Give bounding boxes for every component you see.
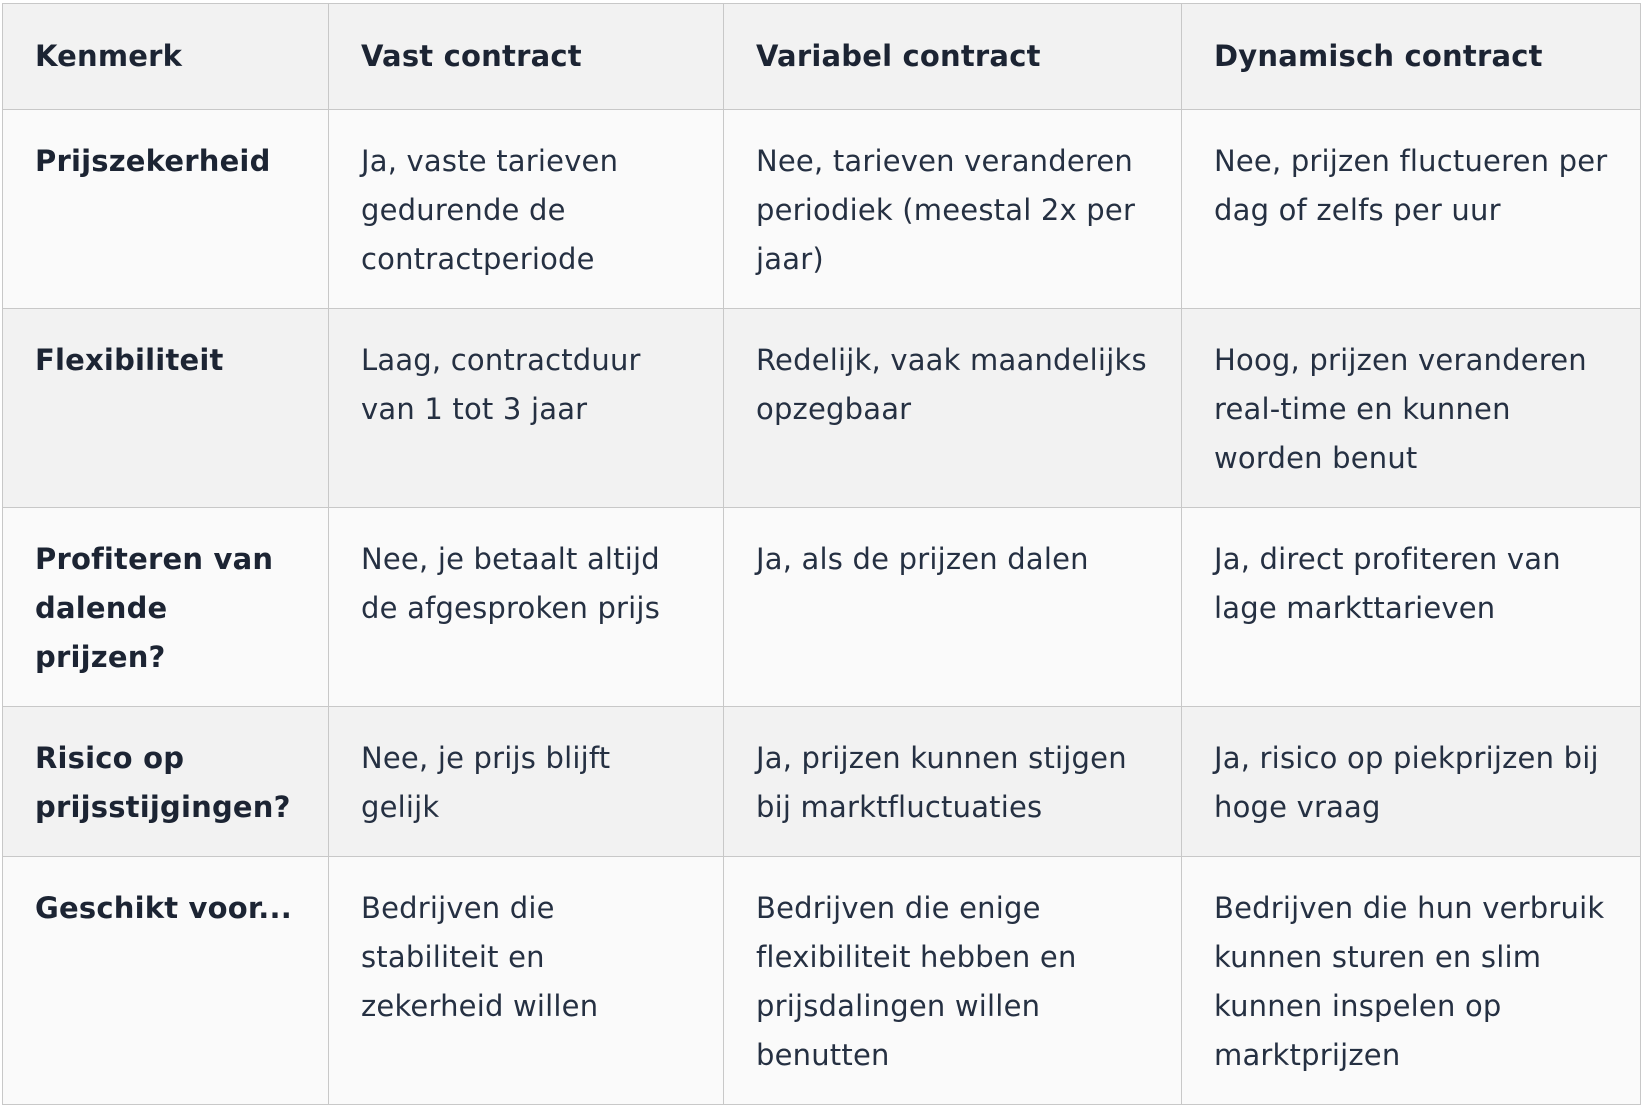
header-vast-contract: Vast contract [329, 4, 724, 110]
header-dynamisch-contract: Dynamisch contract [1182, 4, 1641, 110]
comparison-table [2, 3, 1641, 1105]
table-row [3, 508, 1641, 707]
cell-dynamisch: Nee, prijzen fluctueren per dag of zelfs per uur [1182, 110, 1641, 309]
cell-variabel: Bedrijven die enige flexibiliteit hebben en prijsdalingen willen benutten [724, 857, 1182, 1105]
cell-dynamisch: Ja, risico op piekprijzen bij hoge vraag [1182, 707, 1641, 857]
header-variabel-contract: Variabel contract [724, 4, 1182, 110]
table-row [3, 857, 1641, 1105]
cell-dynamisch: Hoog, prijzen veranderen real-time en kunnen worden benut [1182, 309, 1641, 508]
cell-dynamisch: Ja, direct profiteren van lage markttarieven [1182, 508, 1641, 707]
cell-variabel: Ja, prijzen kunnen stijgen bij marktfluctuaties [724, 707, 1182, 857]
row-feature-label: Profiteren van dalende prijzen? [3, 508, 329, 707]
cell-dynamisch: Bedrijven die hun verbruik kunnen sturen en slim kunnen inspelen op marktprijzen [1182, 857, 1641, 1105]
row-feature-label: Flexibiliteit [3, 309, 329, 508]
cell-variabel: Nee, tarieven veranderen periodiek (meestal 2x per jaar) [724, 110, 1182, 309]
cell-vast: Laag, contractduur van 1 tot 3 jaar [329, 309, 724, 508]
table-row [3, 309, 1641, 508]
cell-variabel: Ja, als de prijzen dalen [724, 508, 1182, 707]
row-feature-label: Prijszekerheid [3, 110, 329, 309]
table-row [3, 707, 1641, 857]
cell-vast: Bedrijven die stabiliteit en zekerheid willen [329, 857, 724, 1105]
table-header-row [3, 4, 1641, 110]
cell-vast: Nee, je prijs blijft gelijk [329, 707, 724, 857]
cell-vast: Ja, vaste tarieven gedurende de contractperiode [329, 110, 724, 309]
cell-vast: Nee, je betaalt altijd de afgesproken prijs [329, 508, 724, 707]
header-kenmerk: Kenmerk [3, 4, 329, 110]
table-row [3, 110, 1641, 309]
row-feature-label: Geschikt voor... [3, 857, 329, 1105]
row-feature-label: Risico op prijsstijgingen? [3, 707, 329, 857]
cell-variabel: Redelijk, vaak maandelijks opzegbaar [724, 309, 1182, 508]
